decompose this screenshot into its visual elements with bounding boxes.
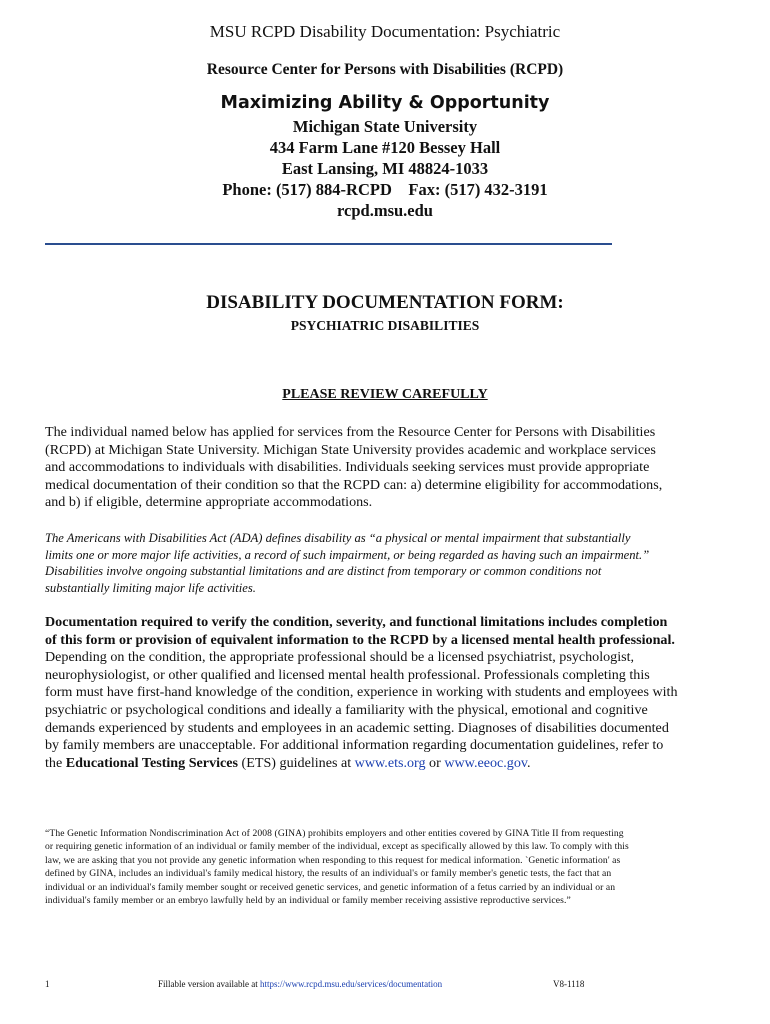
ada-line: Disabilities involve ongoing substantial limitations and are distinct from temporary or common conditions not bbox=[45, 564, 602, 579]
ada-line: The Americans with Disabilities Act (ADA) defines disability as “a physical or mental impairment that substantially bbox=[45, 531, 631, 545]
gina-notice bbox=[45, 827, 730, 907]
ets-link[interactable]: www.ets.org bbox=[354, 754, 426, 771]
last-line-suffix: . bbox=[527, 754, 531, 771]
address-university: Michigan State University bbox=[292, 117, 478, 136]
intro-line: medical documentation of their condition so that the RCPD can: a) determine eligibility for accommodations, bbox=[45, 476, 663, 493]
requirements-line: Depending on the condition, the appropriate professional should be a licensed psychiatrist, psychologist, bbox=[45, 649, 635, 666]
last-line-or: or bbox=[425, 754, 445, 771]
requirements-line: neurophysiologist, or other qualified and licensed mental health professional. Professionals completing this bbox=[45, 666, 650, 683]
ada-definition bbox=[45, 530, 730, 596]
requirements-bold-line: Documentation required to verify the condition, severity, and functional limitations includes completion bbox=[45, 614, 668, 630]
form-title: DISABILITY DOCUMENTATION FORM: bbox=[206, 292, 564, 313]
last-line-middle: (ETS) guidelines at bbox=[238, 754, 355, 771]
intro-line: (RCPD) at Michigan State University. Michigan State University provides academic and workplace services bbox=[45, 441, 656, 458]
address-street: 434 Farm Lane #120 Bessey Hall bbox=[269, 138, 501, 157]
intro-line: and b) if eligible, determine appropriate accommodations. bbox=[45, 494, 373, 511]
header-divider bbox=[45, 243, 612, 245]
ada-line: substantially limiting major life activities. bbox=[45, 580, 256, 595]
address-city: East Lansing, MI 48824-1033 bbox=[281, 159, 489, 178]
gina-line: defined by GINA, includes an individual's family medical history, the results of an individual's or family member's genetic tests, the fact that an bbox=[45, 868, 612, 880]
gina-line: “The Genetic Information Nondiscrimination Act of 2008 (GINA) prohibits employers and other entities covered by GINA Title II from requesting bbox=[45, 828, 624, 839]
version-label: V8-1118 bbox=[553, 979, 585, 989]
requirements-bold-line: of this form or provision of equivalent information to the RCPD by a licensed mental health professional. bbox=[45, 631, 675, 648]
gina-line: law, we are asking that you not provide any genetic information when responding to this request for medical information. `Genetic information' as bbox=[45, 854, 621, 866]
fillable-text: Fillable version available at bbox=[158, 979, 260, 989]
eeoc-link[interactable]: www.eeoc.gov bbox=[444, 754, 528, 771]
fillable-link[interactable]: https://www.rcpd.msu.edu/services/documentation bbox=[259, 979, 443, 989]
requirements-line: psychiatric or psychological conditions and ideally a familiarity with the physical, emotional and cognitive bbox=[45, 701, 648, 718]
intro-paragraph bbox=[45, 424, 730, 512]
review-heading: PLEASE REVIEW CAREFULLY bbox=[282, 387, 488, 402]
gina-line: individual's family member or an embryo lawfully held by an individual or family member receiving assistive reproductive services.” bbox=[45, 895, 571, 907]
requirements-last-line bbox=[45, 755, 730, 773]
requirements-line: form must have first-hand knowledge of the condition, experience in working with students and employees with bbox=[45, 684, 678, 701]
requirements-line: demands experienced by students and employees in an academic setting. Diagnoses of disabilities documented bbox=[45, 719, 669, 736]
ets-name: Educational Testing Services bbox=[65, 754, 239, 771]
requirements-line: by family members are unacceptable. For additional information regarding documentation guidelines, refer to bbox=[45, 737, 664, 754]
page-number: 1 bbox=[45, 979, 50, 989]
requirements-paragraph bbox=[45, 614, 730, 772]
tagline: Maximizing Ability & Opportunity bbox=[220, 93, 550, 113]
address-website: rcpd.msu.edu bbox=[337, 201, 433, 220]
fillable-notice bbox=[158, 979, 442, 989]
center-name: Resource Center for Persons with Disabilities (RCPD) bbox=[206, 61, 564, 78]
gina-line: or requiring genetic information of an individual or family member of the individual, except as specifically allowed by this law. To comply with this bbox=[45, 841, 629, 853]
gina-line: individual or an individual's family member sought or received genetic services, and genetic information of a fetus carried by an individual or an bbox=[45, 881, 616, 893]
ada-line: limits one or more major life activities, a record of such impairment, or being regarded as having such an impairment.” bbox=[45, 547, 650, 562]
last-line-prefix: the bbox=[45, 754, 66, 771]
intro-line: The individual named below has applied for services from the Resource Center for Persons with Disabilities bbox=[45, 424, 656, 440]
address-phone-fax: Phone: (517) 884-RCPD Fax: (517) 432-3191 bbox=[222, 180, 548, 199]
form-subtitle: PSYCHIATRIC DISABILITIES bbox=[290, 318, 480, 333]
intro-line: and accommodations to individuals with disabilities. Individuals seeking services must provide appropriate bbox=[45, 459, 650, 476]
document-title: MSU RCPD Disability Documentation: Psychiatric bbox=[209, 22, 561, 41]
